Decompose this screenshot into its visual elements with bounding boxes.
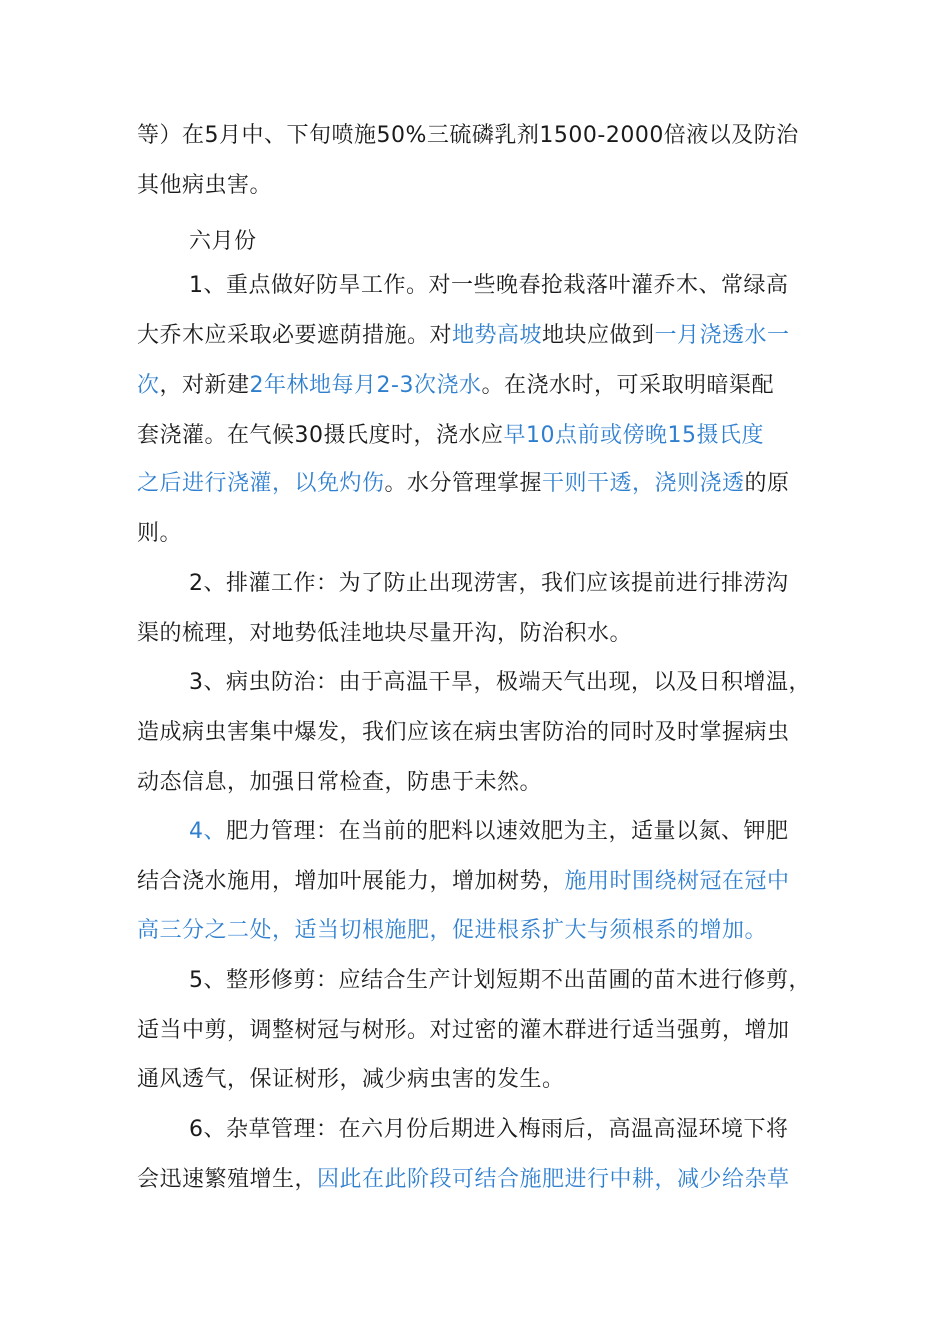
paragraph-first-line: [189, 814, 789, 850]
text-segment: 通风透气，保证树形，减少病虫害的发生。: [137, 1067, 565, 1092]
text-segment: 造成病虫害集中爆发，我们应该在病虫害防治的同时及时掌握病虫: [137, 720, 790, 745]
text-line: [137, 418, 764, 454]
text-line: [137, 1062, 565, 1098]
text-segment: 适当中剪，调整树冠与树形。对过密的灌木群进行适当强剪，增加: [137, 1018, 790, 1043]
text-segment: 套浇灌。在气候30摄氏度时，浇水应: [137, 423, 504, 448]
text-segment: 会迅速繁殖增生，: [137, 1167, 318, 1192]
text-segment: 5、整形修剪：应结合生产计划短期不出苗圃的苗木进行修剪，: [189, 968, 811, 993]
text-segment: 其他病虫害。: [137, 173, 273, 198]
highlighted-text: 施用时围绕树冠在冠中: [564, 869, 790, 894]
highlighted-text: 地势高坡: [452, 323, 543, 348]
highlighted-text: 之后进行浇灌，以免灼伤: [137, 471, 385, 496]
highlighted-text: 高三分之二处，适当切根施肥，促进根系扩大与须根系的增加。: [137, 918, 768, 943]
text-line: [137, 1162, 790, 1198]
text-line: [137, 516, 182, 552]
text-segment: 大乔木应采取必要遮荫措施。对: [137, 323, 453, 348]
highlighted-text: 4、: [189, 819, 226, 844]
text-line: [137, 864, 790, 900]
paragraph-first-line: [189, 566, 789, 602]
text-segment: ，对新建: [159, 373, 250, 398]
text-segment: 3、病虫防治：由于高温干旱，极端天气出现，以及日积增温，: [189, 670, 811, 695]
text-line: [137, 118, 799, 154]
text-line: [137, 715, 790, 751]
text-line: [137, 168, 272, 204]
paragraph-first-line: [189, 665, 811, 701]
text-segment: 2、排灌工作：为了防止出现涝害，我们应该提前进行排涝沟: [189, 571, 789, 596]
text-segment: 等）在5月中、下旬喷施50%三硫磷乳剂1500-2000倍液以及防治: [137, 123, 799, 148]
paragraph-first-line: [189, 268, 789, 304]
highlighted-text: 干则干透，浇则浇透: [542, 471, 745, 496]
text-line: [137, 466, 790, 502]
text-segment: 地块应做到: [542, 323, 655, 348]
text-segment: 肥力管理：在当前的肥料以速效肥为主，适量以氮、钾肥: [226, 819, 789, 844]
text-segment: 则。: [137, 521, 183, 546]
text-segment: 。在浇水时，可采取明暗渠配: [481, 373, 774, 398]
text-line: [137, 318, 790, 354]
highlighted-text: 早10点前或傍晚15摄氏度: [503, 423, 764, 448]
highlighted-text: 次: [137, 373, 160, 398]
highlighted-text: 一月浇透水一: [654, 323, 790, 348]
paragraph-first-line: [189, 1112, 789, 1148]
highlighted-text: 2年林地每月2-3次浇水: [249, 373, 482, 398]
text-line: [137, 616, 632, 652]
section-heading: [189, 224, 257, 260]
text-line: [137, 1013, 790, 1049]
text-line: [137, 913, 767, 949]
text-line: [137, 368, 774, 404]
text-segment: 。水分管理掌握: [384, 471, 543, 496]
text-segment: 六月份: [189, 229, 257, 254]
text-line: [137, 765, 542, 801]
text-segment: 渠的梳理，对地势低洼地块尽量开沟，防治积水。: [137, 621, 633, 646]
text-segment: 1、重点做好防旱工作。对一些晚春抢栽落叶灌乔木、常绿高: [189, 273, 789, 298]
text-segment: 6、杂草管理：在六月份后期进入梅雨后，高温高湿环境下将: [189, 1117, 789, 1142]
text-segment: 的原: [744, 471, 790, 496]
text-segment: 结合浇水施用，增加叶展能力，增加树势，: [137, 869, 565, 894]
highlighted-text: 因此在此阶段可结合施肥进行中耕，减少给杂草: [317, 1167, 790, 1192]
text-segment: 动态信息，加强日常检查，防患于未然。: [137, 770, 543, 795]
paragraph-first-line: [189, 963, 811, 999]
